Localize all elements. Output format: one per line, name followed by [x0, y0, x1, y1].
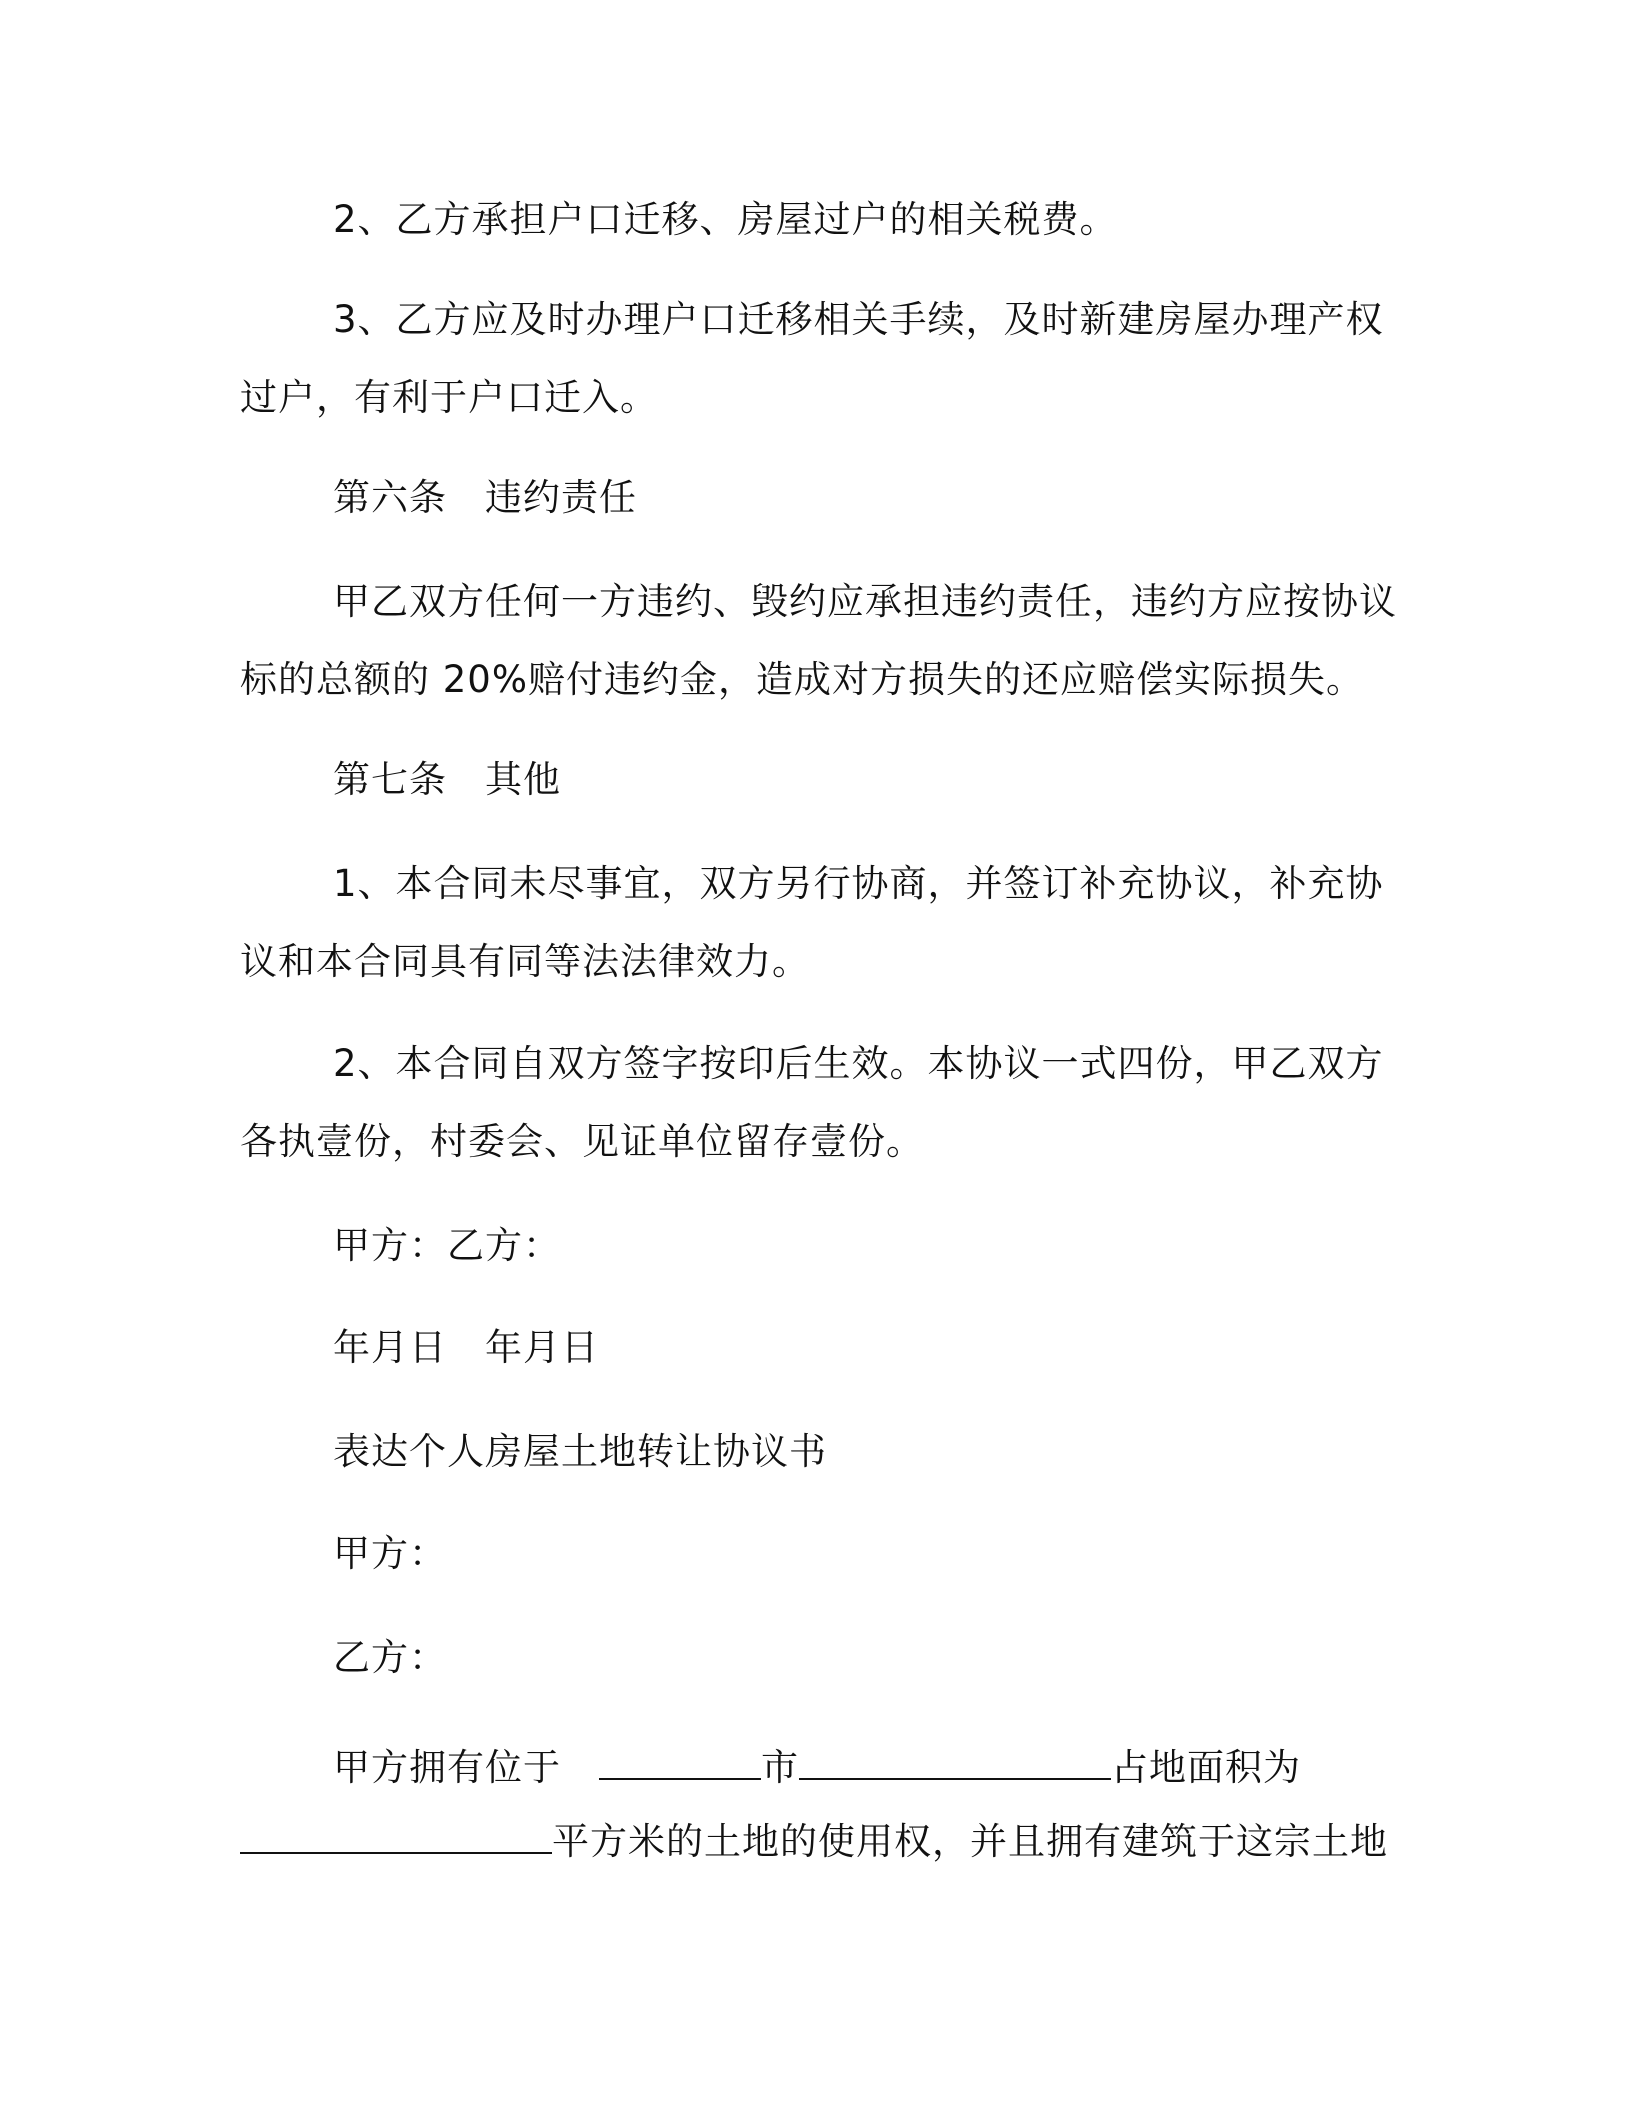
paragraph-text: 议和本合同具有同等法法律效力。: [240, 940, 810, 983]
date-label: 年月日: [485, 1326, 599, 1369]
agreement-title: [333, 1428, 827, 1476]
paragraph-text: 1、本合同未尽事宜，双方另行协商，并签订补充协议，补充协: [333, 862, 1384, 905]
paragraph-text: 标的总额的 20%赔付违约金，造成对方损失的还应赔偿实际损失。: [240, 658, 1364, 701]
land-clause-line2: [240, 1812, 1388, 1866]
paragraph-text: 2、乙方承担户口迁移、房屋过户的相关税费。: [333, 198, 1118, 241]
article-title: 违约责任: [485, 476, 637, 519]
paragraph-text: 甲方拥有位于: [333, 1746, 561, 1789]
other-clause-1-line2: [240, 938, 810, 986]
date-label: 年月日: [333, 1326, 447, 1369]
article-number: 第七条: [333, 758, 447, 801]
clause-tax-burden: [333, 196, 1118, 244]
party-label: 乙方：: [333, 1636, 447, 1679]
signature-dates: [333, 1324, 599, 1372]
article-title: 其他: [485, 758, 561, 801]
fill-blank-location[interactable]: [799, 1738, 1111, 1780]
paragraph-text: 甲乙双方任何一方违约、毁约应承担违约责任，违约方应按协议: [333, 580, 1397, 623]
paragraph-text: 过户，有利于户口迁入。: [240, 376, 658, 419]
paragraph-text: 2、本合同自双方签字按印后生效。本协议一式四份，甲乙双方: [333, 1042, 1384, 1085]
other-clause-2-line1: [333, 1040, 1384, 1088]
other-clause-1-line1: [333, 860, 1384, 908]
article-six-heading: [333, 474, 637, 522]
fill-blank-area[interactable]: [240, 1812, 552, 1854]
breach-clause-line1: [333, 578, 1397, 626]
paragraph-text: 各执壹份，村委会、见证单位留存壹份。: [240, 1120, 924, 1163]
article-seven-heading: [333, 756, 561, 804]
signature-parties: [333, 1222, 561, 1270]
paragraph-text: 平方米的土地的使用权，并且拥有建筑于这宗土地: [552, 1820, 1388, 1863]
signature-label: 甲方：乙方：: [333, 1224, 561, 1267]
land-clause-line1: [333, 1738, 1301, 1792]
other-clause-2-line2: [240, 1118, 924, 1166]
clause-registration-line2: [240, 374, 658, 422]
breach-clause-line2: [240, 656, 1364, 704]
clause-registration-line1: [333, 296, 1384, 344]
paragraph-text: 占地面积为: [1111, 1746, 1301, 1789]
party-label: 甲方：: [333, 1532, 447, 1575]
fill-blank-city[interactable]: [599, 1738, 761, 1780]
party-b-line: [333, 1634, 447, 1682]
paragraph-text: 3、乙方应及时办理户口迁移相关手续，及时新建房屋办理产权: [333, 298, 1384, 341]
document-title: 表达个人房屋土地转让协议书: [333, 1430, 827, 1473]
article-number: 第六条: [333, 476, 447, 519]
paragraph-text: 市: [761, 1746, 799, 1789]
party-a-line: [333, 1530, 447, 1578]
